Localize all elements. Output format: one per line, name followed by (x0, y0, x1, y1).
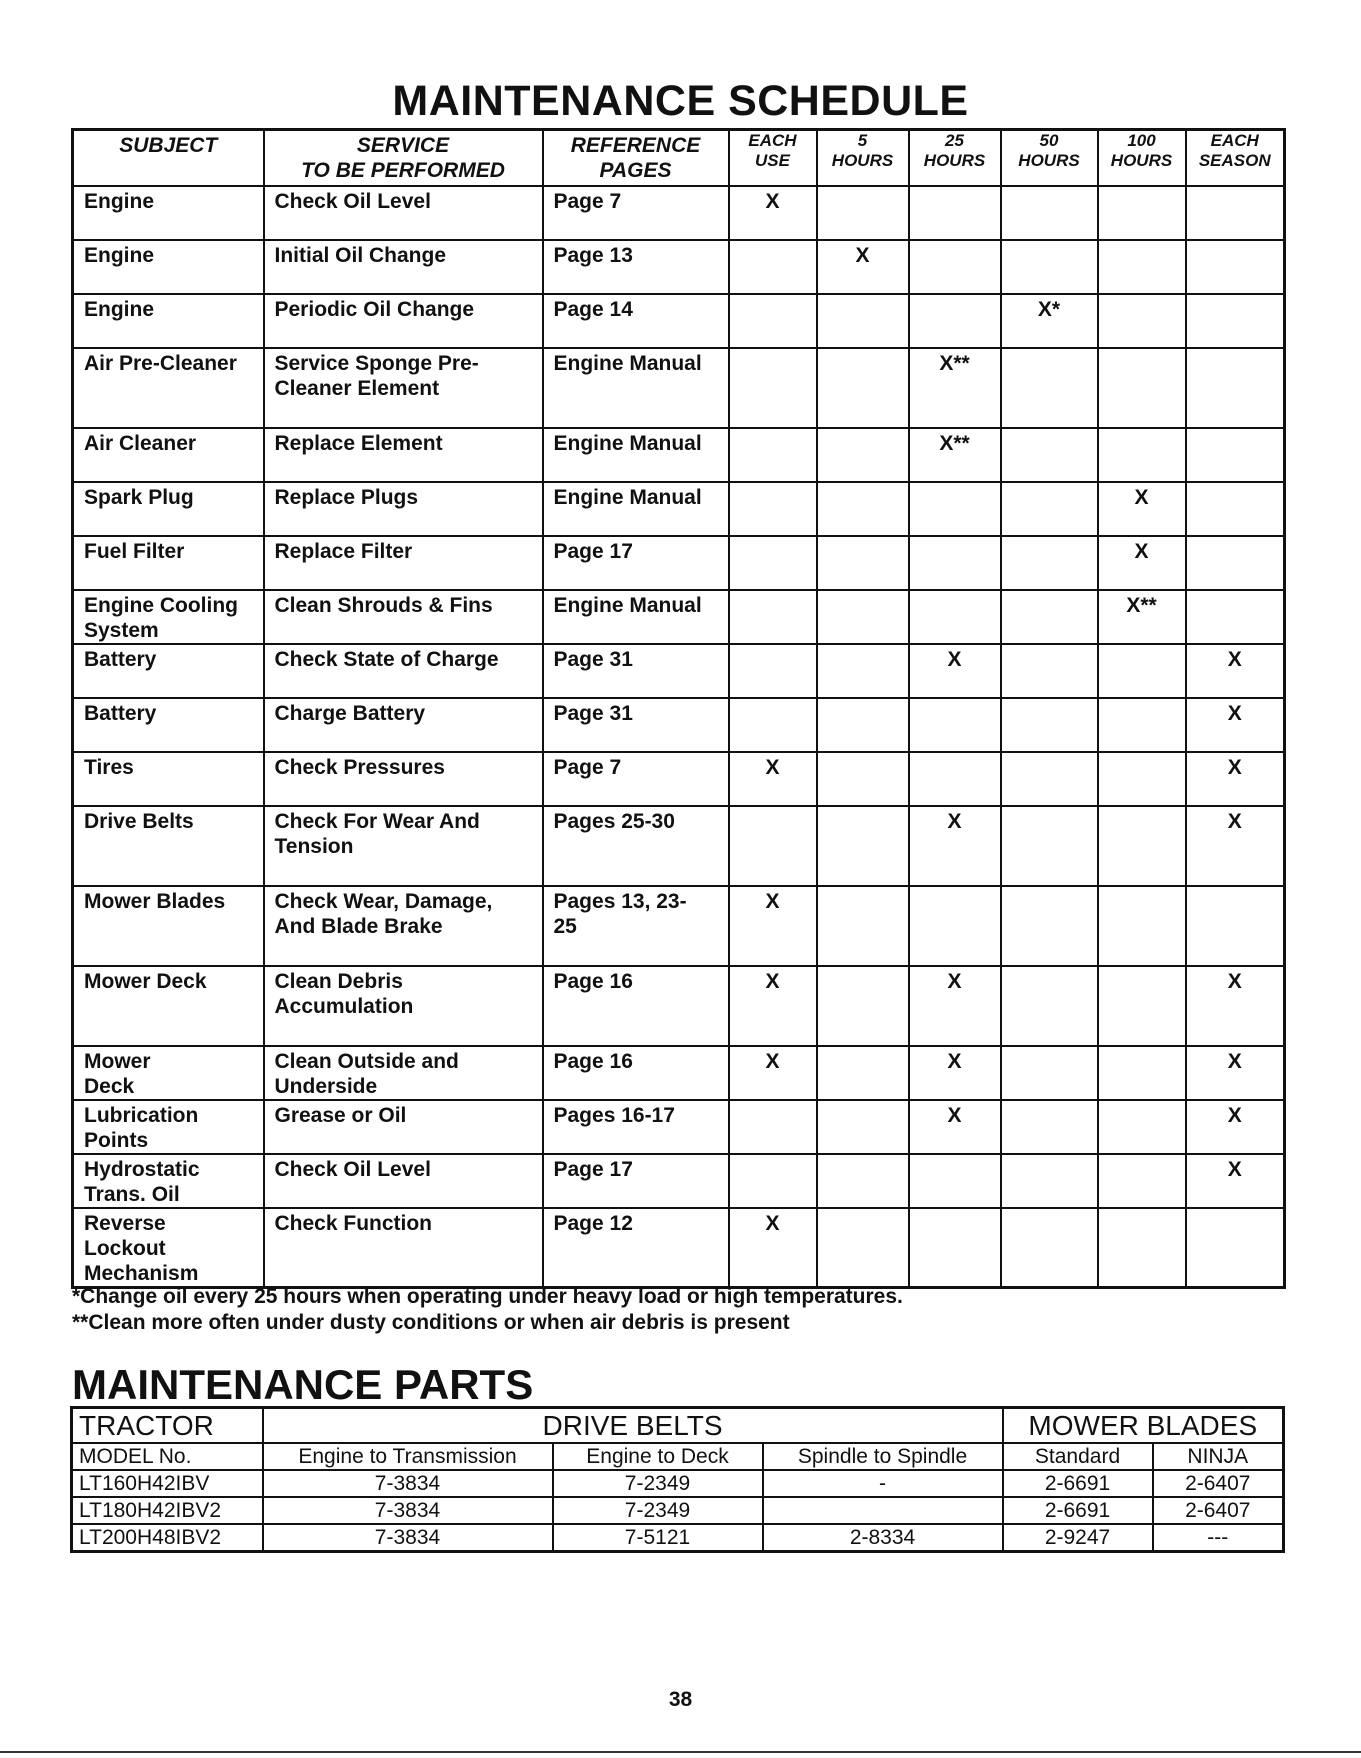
schedule-service-cell: Check Oil Level (264, 1154, 543, 1208)
schedule-subject-cell: Engine (73, 186, 264, 240)
schedule-interval-mark: X (729, 966, 817, 1046)
schedule-interval-mark (1098, 186, 1186, 240)
col-spindle-to-spindle: Spindle to Spindle (763, 1443, 1003, 1470)
header-reference: REFERENCE PAGES (543, 130, 729, 186)
schedule-interval-mark (729, 644, 817, 698)
ninja-blade-cell: --- (1153, 1524, 1284, 1552)
schedule-interval-mark (1098, 966, 1186, 1046)
schedule-interval-mark (1186, 482, 1285, 536)
schedule-subject-cell: Air Pre-Cleaner (73, 348, 264, 428)
schedule-service-cell: Initial Oil Change (264, 240, 543, 294)
schedule-interval-mark (909, 186, 1001, 240)
schedule-interval-mark (729, 806, 817, 886)
schedule-interval-mark (1001, 240, 1098, 294)
schedule-interval-mark: X (1186, 806, 1285, 886)
schedule-interval-mark (817, 186, 909, 240)
schedule-reference-cell: Page 31 (543, 698, 729, 752)
schedule-interval-mark (1186, 294, 1285, 348)
schedule-interval-mark (817, 536, 909, 590)
schedule-interval-mark (909, 1154, 1001, 1208)
schedule-interval-mark (909, 590, 1001, 644)
schedule-subject-cell: Fuel Filter (73, 536, 264, 590)
schedule-interval-mark (909, 482, 1001, 536)
footnote-dust: **Clean more often under dusty conditions or when air debris is present (72, 1311, 790, 1334)
schedule-reference-cell: Engine Manual (543, 482, 729, 536)
schedule-row (73, 1046, 1285, 1100)
schedule-interval-mark (1001, 1100, 1098, 1154)
schedule-reference-cell: Page 16 (543, 966, 729, 1046)
schedule-row (73, 590, 1285, 644)
schedule-subject-cell: Reverse Lockout Mechanism (73, 1208, 264, 1288)
schedule-interval-mark: X (729, 186, 817, 240)
schedule-row (73, 482, 1285, 536)
schedule-interval-mark (817, 590, 909, 644)
schedule-subject-cell: Lubrication Points (73, 1100, 264, 1154)
schedule-subject-cell: Air Cleaner (73, 428, 264, 482)
schedule-interval-mark (729, 482, 817, 536)
schedule-service-cell: Check Function (264, 1208, 543, 1288)
schedule-interval-mark: X (909, 1046, 1001, 1100)
schedule-service-cell: Clean Debris Accumulation (264, 966, 543, 1046)
schedule-interval-mark (1001, 752, 1098, 806)
schedule-interval-mark (1098, 1208, 1186, 1288)
schedule-interval-mark: X (1186, 1154, 1285, 1208)
schedule-interval-mark (1098, 644, 1186, 698)
schedule-interval-mark (1186, 428, 1285, 482)
schedule-interval-mark (817, 886, 909, 966)
schedule-interval-mark (909, 886, 1001, 966)
schedule-row (73, 348, 1285, 428)
model-cell: LT160H42IBV (72, 1470, 263, 1497)
engine-to-deck-cell: 7-5121 (553, 1524, 763, 1552)
schedule-interval-mark (817, 1154, 909, 1208)
engine-to-transmission-cell: 7-3834 (263, 1524, 553, 1552)
schedule-footnotes (72, 1284, 903, 1336)
schedule-interval-mark: X (1186, 966, 1285, 1046)
group-drive-belts: DRIVE BELTS (263, 1408, 1003, 1444)
schedule-service-cell: Check For Wear And Tension (264, 806, 543, 886)
schedule-reference-cell: Page 14 (543, 294, 729, 348)
schedule-interval-mark (1001, 698, 1098, 752)
schedule-reference-cell: Engine Manual (543, 428, 729, 482)
schedule-interval-mark (1001, 482, 1098, 536)
schedule-service-cell: Replace Element (264, 428, 543, 482)
schedule-interval-mark: X (1186, 698, 1285, 752)
schedule-row (73, 536, 1285, 590)
schedule-interval-mark (817, 806, 909, 886)
schedule-interval-mark (729, 536, 817, 590)
schedule-interval-mark: X (909, 644, 1001, 698)
schedule-interval-mark: X (817, 240, 909, 294)
col-model: MODEL No. (72, 1443, 263, 1470)
schedule-row (73, 240, 1285, 294)
schedule-interval-mark: X (1186, 1046, 1285, 1100)
schedule-interval-mark (1098, 240, 1186, 294)
schedule-row (73, 1100, 1285, 1154)
schedule-interval-mark (1098, 806, 1186, 886)
schedule-interval-mark: X** (1098, 590, 1186, 644)
col-engine-to-transmission: Engine to Transmission (263, 1443, 553, 1470)
schedule-interval-mark (1001, 1154, 1098, 1208)
schedule-reference-cell: Page 17 (543, 536, 729, 590)
schedule-interval-mark (817, 644, 909, 698)
schedule-interval-mark: X (1186, 1100, 1285, 1154)
engine-to-transmission-cell: 7-3834 (263, 1497, 553, 1524)
schedule-service-cell: Clean Shrouds & Fins (264, 590, 543, 644)
schedule-interval-mark (1001, 1208, 1098, 1288)
schedule-interval-mark (1001, 806, 1098, 886)
schedule-header-row (73, 130, 1285, 186)
header-each-use: EACH USE (729, 130, 817, 186)
schedule-reference-cell: Page 31 (543, 644, 729, 698)
schedule-interval-mark (909, 1208, 1001, 1288)
header-subject: SUBJECT (73, 130, 264, 186)
schedule-subject-cell: Battery (73, 698, 264, 752)
standard-blade-cell: 2-9247 (1003, 1524, 1153, 1552)
schedule-row (73, 1208, 1285, 1288)
schedule-interval-mark (1186, 1208, 1285, 1288)
schedule-reference-cell: Pages 16-17 (543, 1100, 729, 1154)
schedule-interval-mark (817, 428, 909, 482)
schedule-interval-mark: X (729, 886, 817, 966)
schedule-interval-mark (729, 1100, 817, 1154)
schedule-interval-mark (1001, 644, 1098, 698)
schedule-subject-cell: Mower Deck (73, 1046, 264, 1100)
schedule-interval-mark (1098, 886, 1186, 966)
engine-to-transmission-cell: 7-3834 (263, 1470, 553, 1497)
schedule-interval-mark (817, 698, 909, 752)
schedule-reference-cell: Page 12 (543, 1208, 729, 1288)
schedule-interval-mark (1098, 294, 1186, 348)
schedule-reference-cell: Pages 25-30 (543, 806, 729, 886)
parts-row (72, 1470, 1284, 1497)
schedule-interval-mark (1001, 428, 1098, 482)
schedule-reference-cell: Page 7 (543, 186, 729, 240)
schedule-row (73, 186, 1285, 240)
schedule-interval-mark (1186, 240, 1285, 294)
schedule-reference-cell: Engine Manual (543, 590, 729, 644)
schedule-interval-mark: X (909, 806, 1001, 886)
schedule-subject-cell: Drive Belts (73, 806, 264, 886)
schedule-row (73, 294, 1285, 348)
schedule-reference-cell: Page 17 (543, 1154, 729, 1208)
schedule-interval-mark (909, 752, 1001, 806)
schedule-interval-mark (1098, 428, 1186, 482)
schedule-subject-cell: Engine Cooling System (73, 590, 264, 644)
schedule-row (73, 886, 1285, 966)
schedule-interval-mark (1001, 536, 1098, 590)
schedule-interval-mark (1001, 186, 1098, 240)
schedule-interval-mark: X (729, 1208, 817, 1288)
schedule-interval-mark (817, 966, 909, 1046)
schedule-interval-mark (1186, 186, 1285, 240)
schedule-service-cell: Check State of Charge (264, 644, 543, 698)
schedule-subject-cell: Hydrostatic Trans. Oil (73, 1154, 264, 1208)
parts-group-header-row (72, 1408, 1284, 1444)
schedule-reference-cell: Page 13 (543, 240, 729, 294)
schedule-interval-mark (1001, 886, 1098, 966)
group-mower-blades: MOWER BLADES (1003, 1408, 1284, 1444)
schedule-row (73, 1154, 1285, 1208)
model-cell: LT180H42IBV2 (72, 1497, 263, 1524)
schedule-interval-mark (817, 294, 909, 348)
schedule-service-cell: Replace Filter (264, 536, 543, 590)
schedule-interval-mark (909, 240, 1001, 294)
schedule-interval-mark (1098, 1100, 1186, 1154)
header-25-hours: 25 HOURS (909, 130, 1001, 186)
schedule-subject-cell: Engine (73, 294, 264, 348)
engine-to-deck-cell: 7-2349 (553, 1497, 763, 1524)
schedule-reference-cell: Page 7 (543, 752, 729, 806)
parts-row (72, 1497, 1284, 1524)
schedule-interval-mark (1001, 1046, 1098, 1100)
schedule-subject-cell: Mower Deck (73, 966, 264, 1046)
maintenance-parts-table (70, 1406, 1285, 1553)
schedule-row (73, 752, 1285, 806)
schedule-interval-mark (817, 1208, 909, 1288)
schedule-row (73, 698, 1285, 752)
schedule-reference-cell: Engine Manual (543, 348, 729, 428)
schedule-service-cell: Check Pressures (264, 752, 543, 806)
parts-title: MAINTENANCE PARTS (72, 1361, 534, 1408)
schedule-service-cell: Replace Plugs (264, 482, 543, 536)
schedule-service-cell: Charge Battery (264, 698, 543, 752)
schedule-interval-mark (1186, 536, 1285, 590)
maintenance-schedule-table (71, 128, 1286, 1289)
schedule-interval-mark (1186, 590, 1285, 644)
schedule-interval-mark (1098, 1154, 1186, 1208)
schedule-interval-mark (909, 536, 1001, 590)
ninja-blade-cell: 2-6407 (1153, 1470, 1284, 1497)
schedule-interval-mark (817, 348, 909, 428)
schedule-interval-mark (909, 294, 1001, 348)
col-engine-to-deck: Engine to Deck (553, 1443, 763, 1470)
schedule-interval-mark (1098, 698, 1186, 752)
standard-blade-cell: 2-6691 (1003, 1497, 1153, 1524)
schedule-interval-mark: X (1186, 752, 1285, 806)
header-service: SERVICE TO BE PERFORMED (264, 130, 543, 186)
schedule-interval-mark (817, 1100, 909, 1154)
bottom-rule (0, 1751, 1361, 1753)
schedule-subject-cell: Tires (73, 752, 264, 806)
col-standard: Standard (1003, 1443, 1153, 1470)
schedule-interval-mark: X (1186, 644, 1285, 698)
schedule-interval-mark (729, 428, 817, 482)
schedule-interval-mark (1098, 1046, 1186, 1100)
schedule-interval-mark (909, 698, 1001, 752)
schedule-reference-cell: Pages 13, 23- 25 (543, 886, 729, 966)
schedule-subject-cell: Spark Plug (73, 482, 264, 536)
schedule-interval-mark: X (729, 1046, 817, 1100)
schedule-interval-mark (817, 1046, 909, 1100)
schedule-interval-mark (729, 590, 817, 644)
schedule-row (73, 644, 1285, 698)
schedule-interval-mark (1001, 348, 1098, 428)
schedule-service-cell: Check Wear, Damage, And Blade Brake (264, 886, 543, 966)
schedule-interval-mark (729, 1154, 817, 1208)
schedule-interval-mark (1098, 752, 1186, 806)
parts-row (72, 1524, 1284, 1552)
schedule-interval-mark: X (1098, 536, 1186, 590)
schedule-interval-mark (1186, 886, 1285, 966)
spindle-to-spindle-cell: 2-8334 (763, 1524, 1003, 1552)
schedule-interval-mark: X (909, 966, 1001, 1046)
schedule-service-cell: Periodic Oil Change (264, 294, 543, 348)
schedule-interval-mark (1186, 348, 1285, 428)
schedule-service-cell: Clean Outside and Underside (264, 1046, 543, 1100)
header-100-hours: 100 HOURS (1098, 130, 1186, 186)
page-number: 38 (668, 1688, 693, 1711)
schedule-service-cell: Check Oil Level (264, 186, 543, 240)
schedule-service-cell: Service Sponge Pre- Cleaner Element (264, 348, 543, 428)
col-ninja: NINJA (1153, 1443, 1284, 1470)
header-50-hours: 50 HOURS (1001, 130, 1098, 186)
header-5-hours: 5 HOURS (817, 130, 909, 186)
schedule-interval-mark (729, 240, 817, 294)
schedule-row (73, 966, 1285, 1046)
schedule-title: MAINTENANCE SCHEDULE (392, 77, 969, 125)
footnote-oil: *Change oil every 25 hours when operating under heavy load or high temperatures. (72, 1285, 903, 1308)
ninja-blade-cell: 2-6407 (1153, 1497, 1284, 1524)
engine-to-deck-cell: 7-2349 (553, 1470, 763, 1497)
schedule-interval-mark (817, 752, 909, 806)
spindle-to-spindle-cell: - (763, 1470, 1003, 1497)
schedule-subject-cell: Engine (73, 240, 264, 294)
spindle-to-spindle-cell (763, 1497, 1003, 1524)
schedule-subject-cell: Mower Blades (73, 886, 264, 966)
schedule-subject-cell: Battery (73, 644, 264, 698)
schedule-interval-mark (1001, 966, 1098, 1046)
schedule-reference-cell: Page 16 (543, 1046, 729, 1100)
schedule-interval-mark: X (909, 1100, 1001, 1154)
schedule-row (73, 806, 1285, 886)
schedule-interval-mark: X** (909, 348, 1001, 428)
group-tractor: TRACTOR (72, 1408, 263, 1444)
schedule-interval-mark (1001, 590, 1098, 644)
standard-blade-cell: 2-6691 (1003, 1470, 1153, 1497)
model-cell: LT200H48IBV2 (72, 1524, 263, 1552)
parts-column-header-row (72, 1443, 1284, 1470)
schedule-interval-mark: X** (909, 428, 1001, 482)
schedule-interval-mark (1098, 348, 1186, 428)
schedule-row (73, 428, 1285, 482)
schedule-interval-mark: X* (1001, 294, 1098, 348)
schedule-interval-mark (729, 348, 817, 428)
header-each-season: EACH SEASON (1186, 130, 1285, 186)
schedule-interval-mark (729, 698, 817, 752)
schedule-service-cell: Grease or Oil (264, 1100, 543, 1154)
schedule-interval-mark (729, 294, 817, 348)
schedule-interval-mark: X (1098, 482, 1186, 536)
schedule-interval-mark: X (729, 752, 817, 806)
schedule-interval-mark (817, 482, 909, 536)
